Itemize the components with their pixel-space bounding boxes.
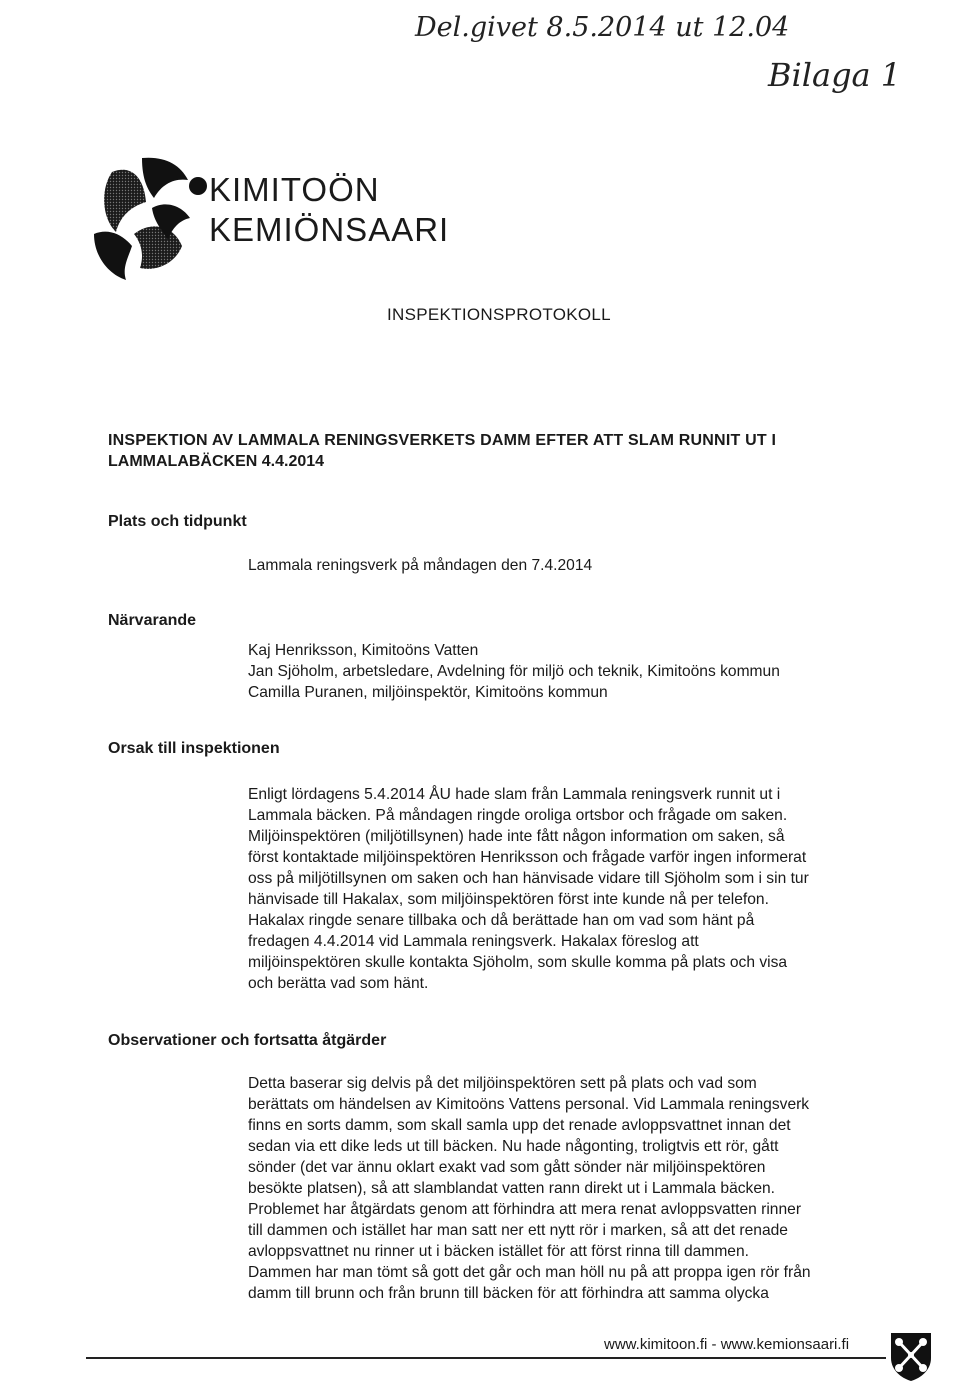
text-line: först kontaktade miljöinspektören Henriksson och frågade varför ingen informerat bbox=[248, 849, 807, 866]
text-line: Problemet har åtgärdats genom att förhindra att mera renat avloppsvatten rinner bbox=[248, 1201, 802, 1218]
municipality-name-finnish: KEMIÖNSAARI bbox=[209, 211, 450, 248]
section-body-place bbox=[248, 555, 592, 576]
footer-divider bbox=[86, 1357, 886, 1359]
main-heading bbox=[108, 430, 908, 472]
text-line: finns en sorts damm, som skall samla upp det renade avloppsvattnet innan det bbox=[248, 1117, 791, 1134]
section-label-present: Närvarande bbox=[108, 612, 197, 629]
text-line: besökte platsen), så att slamblandat vatten rann direkt ut i Lammala bäcken. bbox=[248, 1180, 776, 1197]
text-line: Camilla Puranen, miljöinspektör, Kimitoöns kommun bbox=[248, 684, 608, 701]
text-line: Enligt lördagens 5.4.2014 ÅU hade slam från Lammala reningsverk runnit ut i bbox=[248, 786, 781, 803]
text-line: sönder (det var ännu oklart exakt vad som gått sönder när miljöinspektören bbox=[248, 1159, 766, 1176]
footer-crest bbox=[888, 1330, 934, 1382]
municipality-logo-icon bbox=[82, 150, 208, 282]
section-label-observations: Observationer och fortsatta åtgärder bbox=[108, 1032, 387, 1049]
text-line: Dammen har man tömt så gott det går och man höll nu på att proppa igen rör från bbox=[248, 1264, 811, 1281]
municipality-logo bbox=[82, 150, 208, 282]
text-line: miljöinspektören skulle kontakta Sjöholm, som skulle komma på plats och visa bbox=[248, 954, 788, 971]
main-heading-line-1: INSPEKTION AV LAMMALA RENINGSVERKETS DAMM EFTER ATT SLAM RUNNIT UT I bbox=[108, 432, 777, 449]
main-heading-line-2: LAMMALABÄCKEN 4.4.2014 bbox=[108, 453, 325, 470]
section-body-observations bbox=[248, 1073, 811, 1304]
section-label-place: Plats och tidpunkt bbox=[108, 513, 247, 530]
text-line: damm till brunn och från brunn till bäcken för att förhindra att samma olycka bbox=[248, 1285, 769, 1302]
text-line: och berätta vad som hänt. bbox=[248, 975, 429, 992]
coat-of-arms-icon bbox=[888, 1330, 934, 1382]
handwritten-attachment-note: Bilaga 1 bbox=[768, 56, 902, 94]
text-line: hänvisade till Hakalax, som miljöinspektören först inte kunde nå per telefon. bbox=[248, 891, 769, 908]
text-line: Kaj Henriksson, Kimitoöns Vatten bbox=[248, 642, 479, 659]
footer-websites: www.kimitoon.fi - www.kemionsaari.fi bbox=[604, 1336, 850, 1353]
municipality-name-swedish: KIMITOÖN bbox=[209, 171, 380, 208]
document-title: INSPEKTIONSPROTOKOLL bbox=[387, 305, 611, 324]
text-line: Hakalax ringde senare tillbaka och då berättade han om vad som hänt på bbox=[248, 912, 755, 929]
text-line: avloppsvattnet nu rinner ut i bäcken istället för att först rinna till dammen. bbox=[248, 1243, 749, 1260]
text-line: Miljöinspektören (miljötillsynen) hade inte fått någon information om saken, så bbox=[248, 828, 785, 845]
text-line: fredagen 4.4.2014 vid Lammala reningsverk. Hakalax föreslog att bbox=[248, 933, 699, 950]
section-body-present bbox=[248, 640, 780, 703]
text-line: sedan via ett dike leds ut till bäcken. Nu hade någonting, troligtvis ett rör, gått bbox=[248, 1138, 779, 1155]
text-line: Detta baserar sig delvis på det miljöinspektören sett på plats och vad som bbox=[248, 1075, 757, 1092]
handwritten-date-note: Del.givet 8.5.2014 ut 12.04 bbox=[415, 12, 790, 43]
text-line: Lammala reningsverk på måndagen den 7.4.2014 bbox=[248, 557, 593, 574]
section-label-reason: Orsak till inspektionen bbox=[108, 740, 280, 757]
text-line: berättats om händelsen av Kimitoöns Vattens personal. Vid Lammala reningsverk bbox=[248, 1096, 810, 1113]
section-body-reason bbox=[248, 784, 809, 994]
text-line: till dammen och istället har man satt ner ett nytt rör i marken, så att det renade bbox=[248, 1222, 788, 1239]
text-line: Lammala bäcken. På måndagen ringde oroliga ortsbor och frågade om saken. bbox=[248, 807, 788, 824]
text-line: oss på miljötillsynen om saken och han hänvisade vidare till Sjöholm som i sin tur bbox=[248, 870, 809, 887]
text-line: Jan Sjöholm, arbetsledare, Avdelning för miljö och teknik, Kimitoöns kommun bbox=[248, 663, 780, 680]
